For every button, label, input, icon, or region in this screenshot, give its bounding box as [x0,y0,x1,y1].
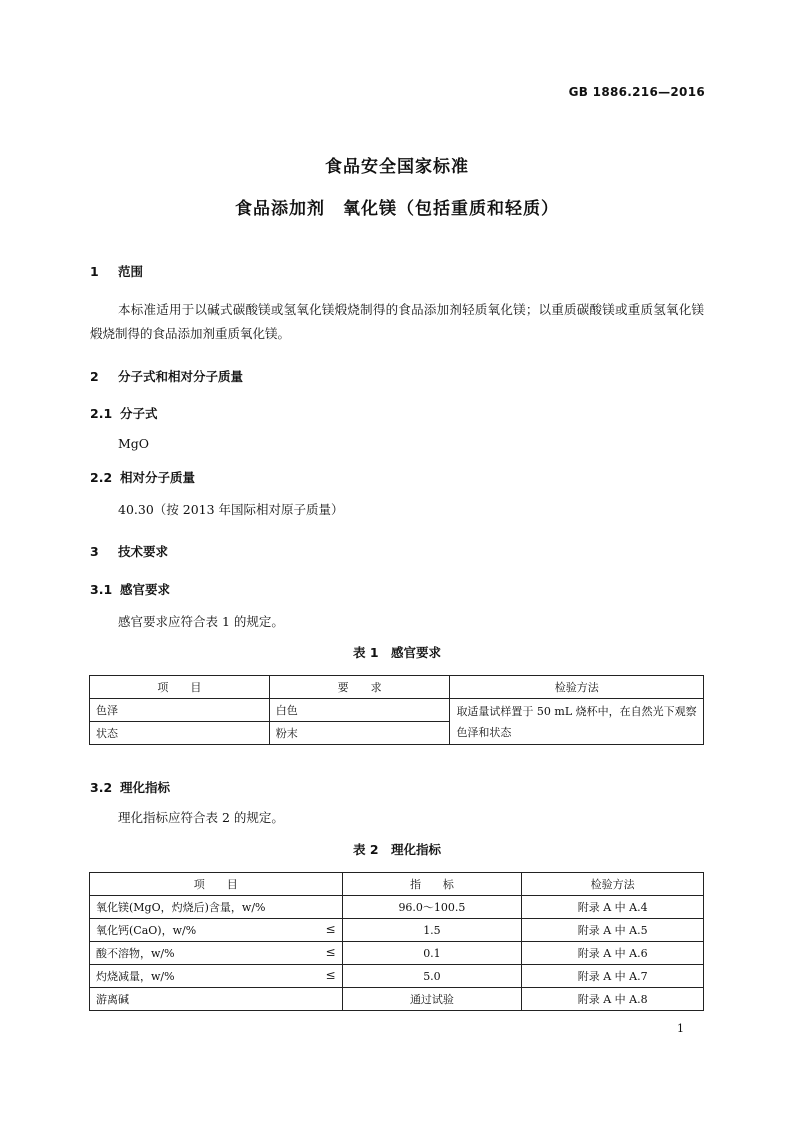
table-header-row [90,873,704,896]
table-cell-method: 附录 A 中 A.7 [522,965,704,988]
table-cell-item: 色泽 [90,699,270,722]
item-label: 灼烧减量，w/% [96,970,175,983]
table-cell-value: 0.1 [342,942,522,965]
section-number: 2.1 [90,406,113,421]
table-cell-requirement: 粉末 [269,722,450,745]
table-cell-method: 取适量试样置于 50 mL 烧杯中，在自然光下观察色泽和状态 [450,699,704,745]
table-cell-value: 96.0～100.5 [342,896,522,919]
table-cell-item [90,942,343,965]
table-row [90,942,704,965]
table-2 [89,872,704,1011]
standard-number: GB 1886.216—2016 [568,85,705,99]
section-title: 理化指标 [120,780,171,795]
section-3-2-heading [90,778,170,796]
table-cell-value: 通过试验 [342,988,522,1011]
page-number: 1 [677,1022,684,1035]
item-label: 氧化镁(MgO，灼烧后)含量，w/% [96,901,266,914]
item-label: 游离碱 [96,993,129,1006]
section-1-heading [90,262,143,280]
section-number: 3.2 [90,780,113,795]
table-cell-requirement: 白色 [269,699,450,722]
table-row [90,896,704,919]
molecular-mass: 40.30（按 2013 年国际相对原子质量） [118,502,344,517]
section-2-2-heading [90,468,195,486]
table-header-cell: 项 目 [90,676,270,699]
table-header-row [90,676,704,699]
table-cell-method: 附录 A 中 A.4 [522,896,704,919]
section-3-heading [90,542,168,560]
table-row [90,965,704,988]
section-1-text: 本标准适用于以碱式碳酸镁或氢氧化镁煅烧制得的食品添加剂轻质氧化镁；以重质碳酸镁或重质氢氧化镁煅烧制得的食品添加剂重质氧化镁。 [90,302,704,341]
table-2-caption: 表 2 理化指标 [352,842,442,857]
table-row [90,699,704,722]
section-title: 范围 [118,264,144,279]
table-header-cell: 要 求 [269,676,450,699]
document-title: 食品安全国家标准 [325,157,469,177]
section-number: 1 [90,264,99,279]
section-title: 分子式和相对分子质量 [118,369,244,384]
table-1 [89,675,704,745]
item-label: 酸不溶物，w/% [96,947,175,960]
section-number: 3 [90,544,99,559]
table-cell-value: 5.0 [342,965,522,988]
section-3-1-text: 感官要求应符合表 1 的规定。 [118,614,284,629]
table-cell-value: 1.5 [342,919,522,942]
section-2-1-heading [90,404,158,422]
section-3-2-text: 理化指标应符合表 2 的规定。 [118,810,284,825]
table-cell-item [90,919,343,942]
section-number: 3.1 [90,582,113,597]
table-header-cell: 检验方法 [450,676,704,699]
table-cell-item: 状态 [90,722,270,745]
section-3-1-heading [90,580,170,598]
table-cell-item [90,896,343,919]
comparison-sign: ≤ [325,922,336,936]
table-row [90,988,704,1011]
section-title: 技术要求 [118,544,169,559]
table-1-caption: 表 1 感官要求 [352,645,442,660]
table-row [90,919,704,942]
table-cell-method: 附录 A 中 A.6 [522,942,704,965]
comparison-sign: ≤ [325,968,336,982]
table-cell-method: 附录 A 中 A.5 [522,919,704,942]
table-cell-item [90,988,343,1011]
section-title: 感官要求 [120,582,171,597]
section-number: 2.2 [90,470,113,485]
comparison-sign: ≤ [325,945,336,959]
section-number: 2 [90,369,99,384]
molecular-formula: MgO [118,436,150,451]
table-cell-item [90,965,343,988]
section-2-heading [90,367,243,385]
section-title: 相对分子质量 [120,470,196,485]
section-title: 分子式 [120,406,158,421]
table-header-cell: 检验方法 [522,873,704,896]
table-header-cell: 项 目 [90,873,343,896]
table-cell-method: 附录 A 中 A.8 [522,988,704,1011]
item-label: 氧化钙(CaO)，w/% [96,924,197,937]
table-header-cell: 指 标 [342,873,522,896]
document-subtitle: 食品添加剂 氧化镁（包括重质和轻质） [235,199,559,219]
